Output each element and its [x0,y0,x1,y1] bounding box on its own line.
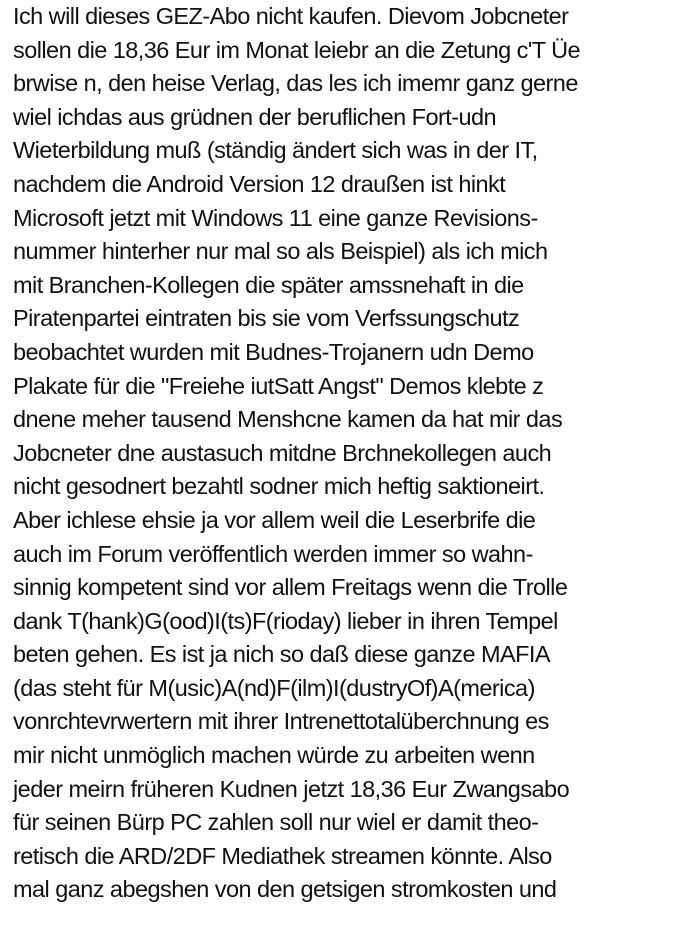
text-line-10: Piratenpartei eintraten bis sie vom Verfssungschutz [13,305,520,332]
text-line-1: Ich will dieses GEZ-Abo nicht kaufen. Dievom Jobcneter [13,3,569,29]
text-line-20: beten gehen. Es ist ja nich so daß diese ganze MAFIA [13,641,551,668]
text-line-12: Plakate für die "Freiehe iutSatt Angst" Demos klebte z [13,372,544,399]
text-line-4: wiel ichdas aus grüdnen der beruflichen Fort-udn [13,103,497,130]
text-line-17: auch im Forum veröffentlich werden immer so wahn- [13,540,533,567]
text-line-21: (das steht für M(usic)A(nd)F(ilm)I(dustryOf)A(merica) [13,674,535,701]
text-line-7: Microsoft jetzt mit Windows 11 eine ganze Revisions- [13,204,538,231]
text-line-3: brwise n, den heise Verlag, das les ich imemr ganz gerne [13,70,578,97]
text-line-8: nummer hinterher nur mal so als Beispiel) als ich mich [13,238,548,265]
text-line-23: mir nicht unmöglich machen würde zu arbeiten wenn [13,742,535,769]
text-line-2: sollen die 18,36 Eur im Monat leiebr an die Zetung c'T Üe [13,36,581,63]
text-line-26: retisch die ARD/2DF Mediathek streamen könnte. Also [13,842,552,869]
text-line-13: dnene meher tausend Menshcne kamen da hat mir das [13,406,563,433]
text-line-25: für seinen Bürp PC zahlen soll nur wiel er damit theo- [13,809,539,836]
text-line-16: Aber ichlese ehsie ja vor allem weil die Leserbrife die [13,506,536,533]
text-line-5: Wieterbildung muß (ständig ändert sich was in der IT, [13,137,538,164]
text-line-18: sinnig kompetent sind vor allem Freitags wenn die Trolle [13,574,568,601]
text-line-24: jeder meirn früheren Kudnen jetzt 18,36 Eur Zwangsabo [13,775,570,802]
body-text [13,0,683,907]
text-line-22: vonrchtevrwertern mit ihrer Intrenettotalüberchnung es [13,708,549,735]
text-line-6: nachdem die Android Version 12 draußen ist hinkt [13,170,506,197]
text-line-15: nicht gesodnert bezahtl sodner mich heftig saktioneirt. [13,473,545,500]
text-line-11: beobachtet wurden mit Budnes-Trojanern udn Demo [13,338,534,365]
text-line-9: mit Branchen-Kollegen die später amssnehaft in die [13,271,524,298]
text-line-27: mal ganz abegshen von den getsigen stromkosten und [13,876,557,903]
text-line-19: dank T(hank)G(ood)I(ts)F(rioday) lieber in ihren Tempel [13,607,558,634]
text-line-14: Jobcneter dne austasuch mitdne Brchnekollegen auch [13,439,552,466]
